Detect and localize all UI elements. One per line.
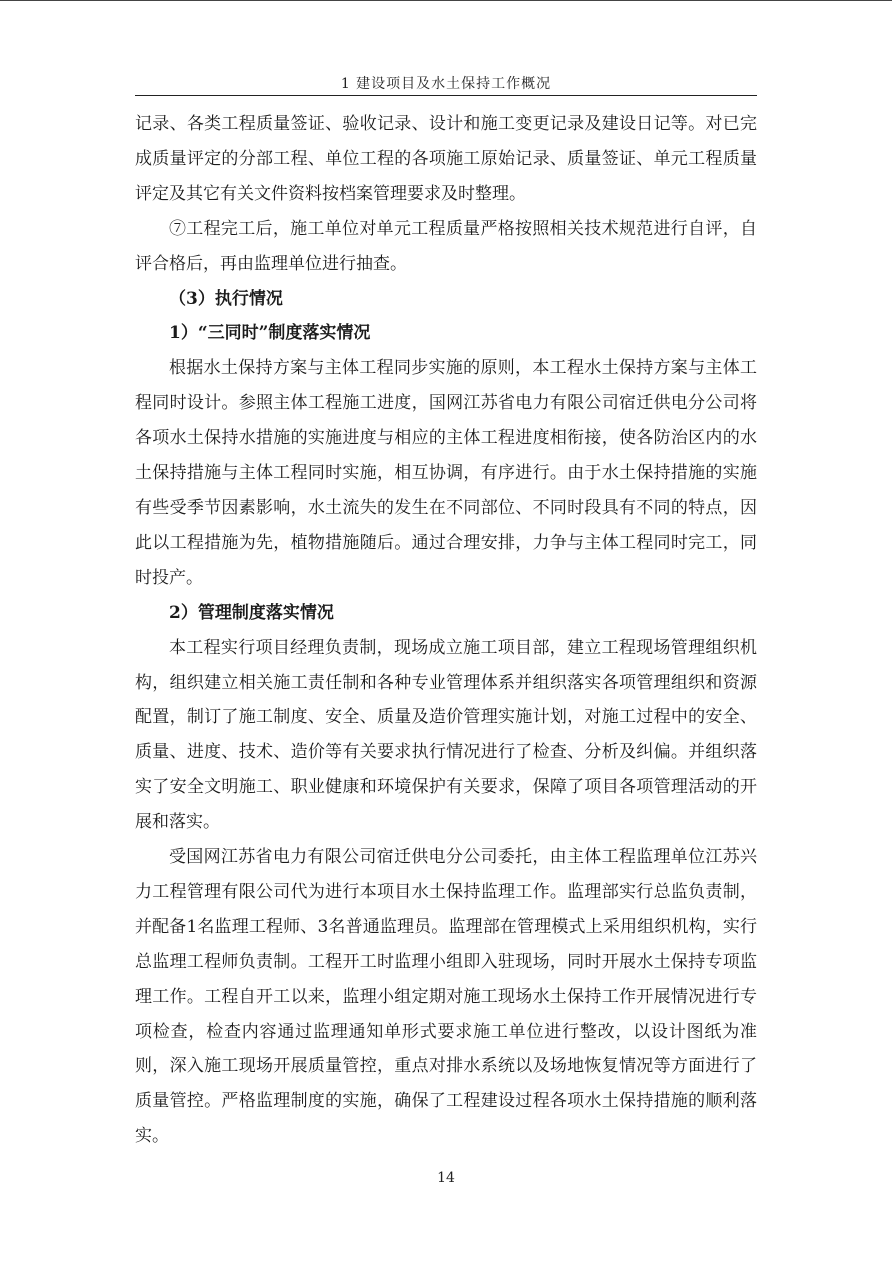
paragraph-records-continued: 记录、各类工程质量签证、验收记录、设计和施工变更记录及建设日记等。对已完成质量评定的分部工程、单位工程的各项施工原始记录、质量签证、单元工程质量评定及其它有关文件资料按档案管理要求及时整理。 — [135, 114, 757, 204]
paragraph-three-simultaneous: 根据水土保持方案与主体工程同步实施的原则，本工程水土保持方案与主体工程同时设计。参照主体工程施工进度，国网江苏省电力有限公司宿迁供电分公司将各项水土保持水措施的实施进度与相应的主体工程进度相衔接，使各防治区内的水土保持措施与主体工程同时实施，相互协调，有序进行。由于水土保持措施的实施有些受季节因素影响，水土流失的发生在不同部位、不同时段具有不同的特点，因此以工程措施为先，植物措施随后。通过合理安排，力争与主体工程同时完工，同时投产。 — [135, 358, 757, 588]
document-body — [135, 107, 757, 1154]
paragraph-supervision: 受国网江苏省电力有限公司宿迁供电分公司委托，由主体工程监理单位江苏兴力工程管理有限公司代为进行本项目水土保持监理工作。监理部实行总监负责制，并配备1名监理工程师、3名普通监理员。监理部在管理模式上采用组织机构，实行总监理工程师负责制。工程开工时监理小组即入驻现场，同时开展水土保持专项监理工作。工程自开工以来，监理小组定期对施工现场水土保持工作开展情况进行专项检查，检查内容通过监理通知单形式要求施工单位进行整改，以设计图纸为准则，深入施工现场开展质量管控，重点对排水系统以及场地恢复情况等方面进行了质量管控。严格监理制度的实施，确保了工程建设过程各项水土保持措施的顺利落实。 — [135, 847, 757, 1147]
header-rule — [135, 95, 757, 96]
paragraph-project-management: 本工程实行项目经理负责制，现场成立施工项目部，建立工程现场管理组织机构，组织建立相关施工责任制和各种专业管理体系并组织落实各项管理组织和资源配置，制订了施工制度、安全、质量及造价管理实施计划，对施工过程中的安全、质量、进度、技术、造价等有关要求执行情况进行了检查、分析及纠偏。并组织落实了安全文明施工、职业健康和环境保护有关要求，保障了项目各项管理活动的开展和落实。 — [135, 637, 757, 833]
page-number: 14 — [437, 1170, 455, 1186]
subheading-management-system: 2）管理制度落实情况 — [169, 602, 334, 623]
paragraph-self-evaluation: ⑦工程完工后，施工单位对单元工程质量严格按照相关技术规范进行自评，自评合格后，再由监理单位进行抽查。 — [135, 218, 757, 274]
running-header: 1 建设项目及水土保持工作概况 — [340, 76, 552, 92]
section-heading-execution: （3）执行情况 — [169, 288, 283, 309]
subheading-three-simultaneous: 1）“三同时”制度落实情况 — [169, 323, 371, 344]
